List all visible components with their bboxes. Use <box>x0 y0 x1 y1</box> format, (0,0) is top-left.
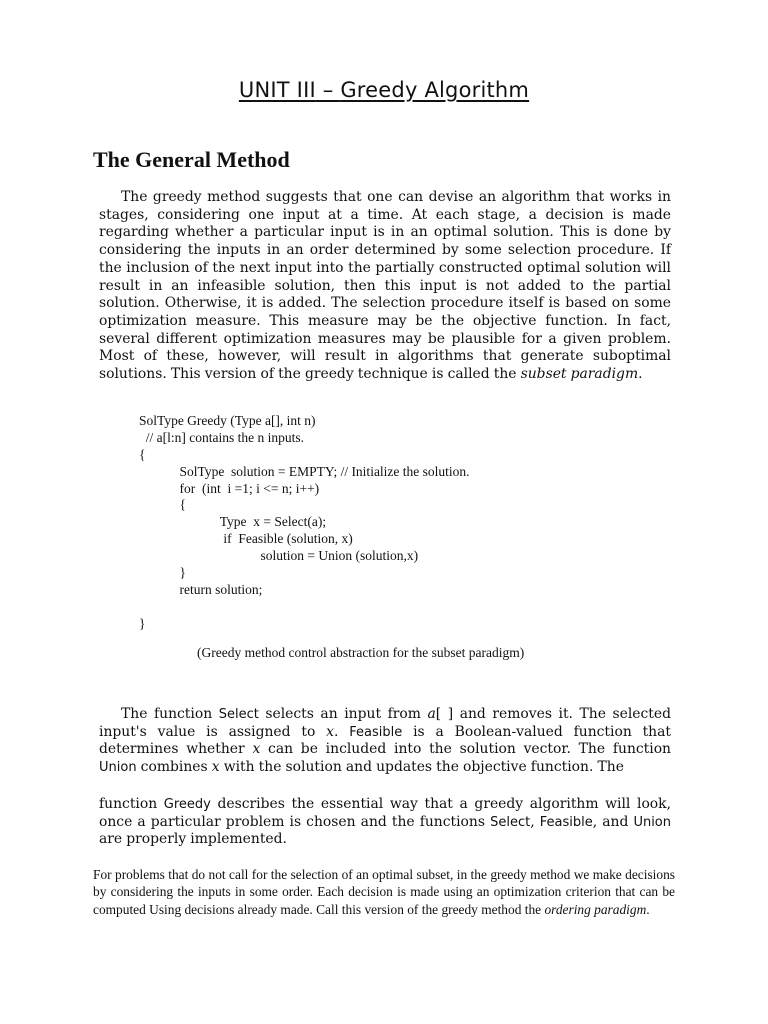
section-heading: The General Method <box>93 147 290 172</box>
paragraph-greedy-intro <box>99 189 671 384</box>
text: describes the essential way that a greedy algorithm will look, once a particular problem is chosen and the functions <box>99 796 671 830</box>
text: combines <box>136 759 212 776</box>
unit-number: UNIT III <box>238 78 316 102</box>
code-line: } <box>139 565 186 581</box>
text: , <box>530 813 540 830</box>
keyword-feasible: Feasible <box>349 724 403 740</box>
paragraph-end: . <box>646 901 650 917</box>
paragraph-end: . <box>638 366 643 383</box>
code-line: solution = Union (solution,x) <box>139 548 419 564</box>
code-line: for (int i =1; i <= n; i++) <box>139 480 320 496</box>
code-line: // a[l:n] contains the n inputs. <box>139 429 304 445</box>
unit-topic: Greedy Algorithm <box>340 78 530 102</box>
paragraph-greedy-function <box>99 796 671 849</box>
var-x: x <box>326 723 334 740</box>
text: function <box>99 796 164 812</box>
text: [ ] and removes it. The selected input's value is assigned to <box>99 706 671 740</box>
code-line: { <box>139 446 146 462</box>
code-line: { <box>139 497 186 513</box>
text: selects an input from <box>258 706 428 722</box>
term-ordering-paradigm: ordering paradigm <box>544 901 647 917</box>
term-subset-paradigm: subset paradigm <box>520 366 639 383</box>
paragraph-text: The greedy method suggests that one can devise an algorithm that works in stages, considering one input at a time. At each stage, a decision is made regarding whether a particular input is in an optimal solution. This is done by considering the inputs in an order determined by some selection procedure. If the inclusion of the next input into the partially constructed optimal solution will result in an infeasible solution, then this input is not added to the partial solution. Otherwise, it is added. The selection procedure itself is based on some optimization measure. This measure may be the objective function. In fact, several different optimization measures may be plausible for a given problem. Most of these, however, will result in algorithms that generate suboptimal solutions. This version of the greedy technique is called the <box>99 189 671 383</box>
paragraph-functions <box>99 706 671 777</box>
paragraph-ordering-paradigm <box>93 866 675 918</box>
keyword-select: Select <box>490 814 531 830</box>
code-line: SolType solution = EMPTY; // Initialize the solution. <box>139 463 470 479</box>
text: , and <box>592 813 634 830</box>
text: are properly implemented. <box>99 831 287 848</box>
text: The function <box>121 706 219 722</box>
code-block <box>139 413 470 633</box>
var-a: a <box>427 706 436 722</box>
unit-title-dash: – <box>315 78 341 102</box>
text: with the solution and updates the objective function. The <box>219 759 624 776</box>
code-line: if Feasible (solution, x) <box>139 531 353 547</box>
code-line: return solution; <box>139 581 263 597</box>
keyword-feasible: Feasible <box>539 814 593 830</box>
var-x: x <box>252 741 261 758</box>
text: is a Boolean-valued function that determines whether <box>99 723 671 758</box>
keyword-union: Union <box>633 814 671 830</box>
var-x: x <box>211 759 220 776</box>
code-line <box>139 599 470 616</box>
keyword-union: Union <box>99 760 137 776</box>
code-line: SolType Greedy (Type a[], int n) <box>139 413 316 428</box>
keyword-select: Select <box>218 707 259 722</box>
text: . <box>334 723 350 740</box>
unit-title <box>0 78 768 102</box>
keyword-greedy: Greedy <box>163 797 211 812</box>
paragraph-text: For problems that do not call for the selection of an optimal subset, in the greedy method we make decisions by considering the inputs in some order. Each decision is made using an optimization criterion that can be computed Using decisions already made. Call this version of the greedy method the <box>93 867 675 917</box>
code-caption: (Greedy method control abstraction for the subset paradigm) <box>197 645 525 660</box>
text: can be included into the solution vector. The function <box>260 741 671 758</box>
code-line: } <box>139 615 146 631</box>
code-line: Type x = Select(a); <box>139 514 327 530</box>
